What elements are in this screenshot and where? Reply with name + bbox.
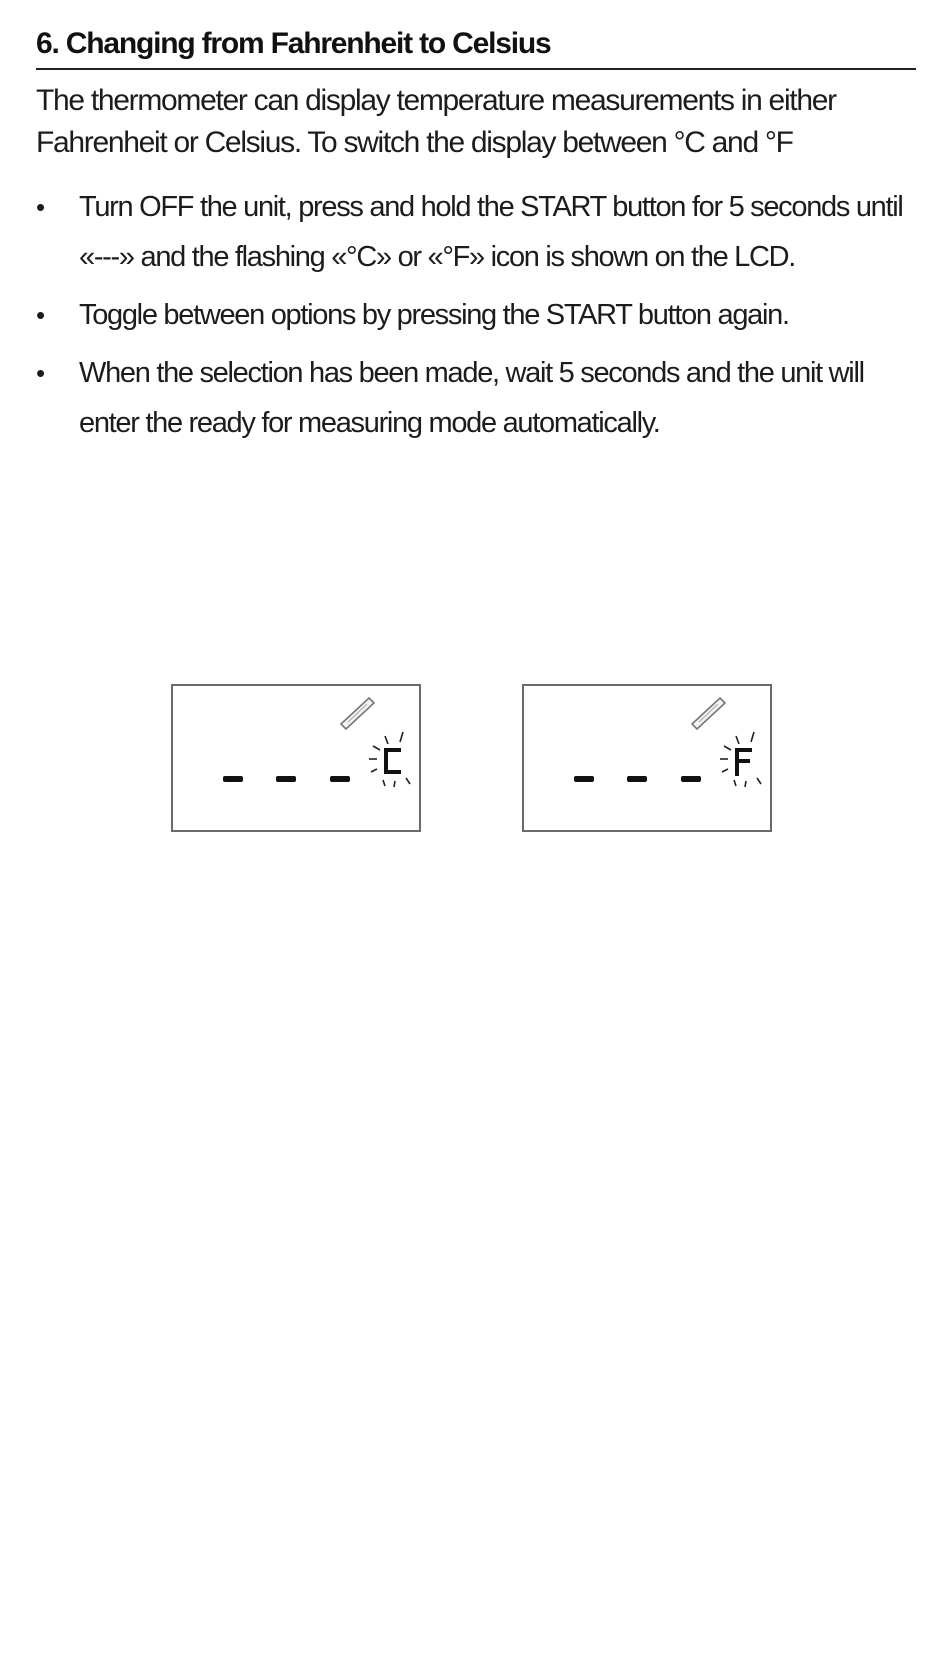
lcd-display-fahrenheit [522,684,772,832]
flash-rays-icon [369,732,410,787]
lcd-fahrenheit-graphic [524,686,770,830]
fahrenheit-unit-icon [737,750,750,774]
celsius-unit-icon [386,750,399,772]
lcd-celsius-graphic [173,686,419,830]
thermometer-probe-icon [341,698,374,729]
instruction-list [36,182,916,448]
section-title: 6. Changing from Fahrenheit to Celsius [36,24,916,70]
bullet-dot-icon: • [36,358,44,388]
manual-page [36,24,916,456]
thermometer-probe-icon [692,698,725,729]
list-item-text: Turn OFF the unit, press and hold the START button for 5 seconds until «---» and the flashing «°C» or «°F» icon is shown on the LCD. [79,191,903,273]
bullet-dot-icon: • [36,192,44,222]
list-item-text: When the selection has been made, wait 5 seconds and the unit will enter the ready for measuring mode automatically. [79,357,864,439]
bullet-dot-icon: • [36,300,44,330]
lcd-display-celsius [171,684,421,832]
list-item [36,348,916,448]
intro-paragraph: The thermometer can display temperature measurements in either Fahrenheit or Celsius. To switch the display between °C and °F [36,84,836,159]
reading-dashes [574,776,701,782]
list-item [36,290,916,340]
reading-dashes [223,776,350,782]
list-item [36,182,916,282]
list-item-text: Toggle between options by pressing the START button again. [79,299,789,331]
